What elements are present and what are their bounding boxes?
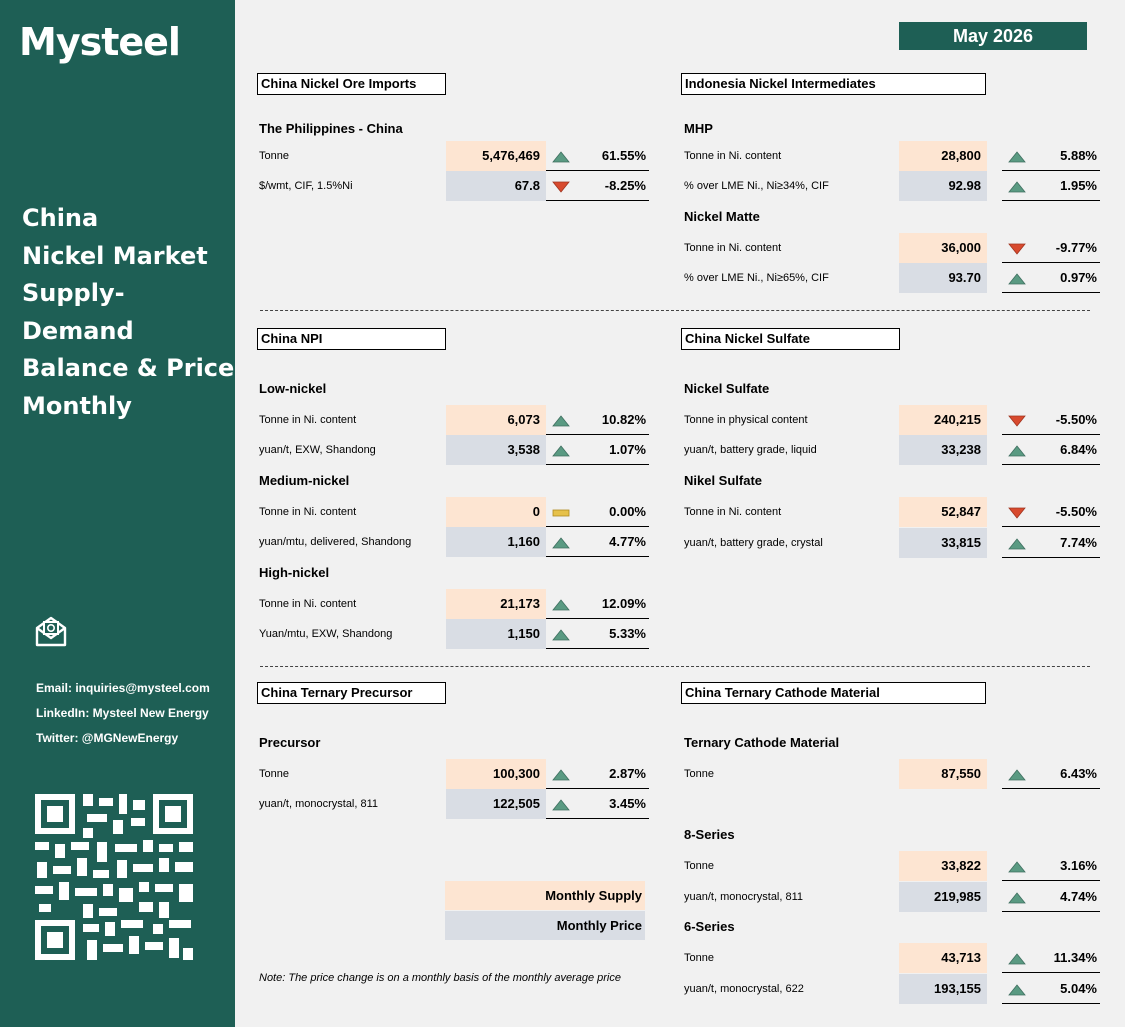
section-title-ore: China Nickel Ore Imports: [257, 73, 446, 95]
triangle-down-icon: [1008, 414, 1026, 432]
triangle-down-icon: [1008, 242, 1026, 260]
section-title-sulfate: China Nickel Sulfate: [681, 328, 900, 350]
change-cell: [546, 171, 649, 201]
group-title: 6-Series: [684, 919, 735, 934]
change-percent: 5.04%: [1060, 981, 1097, 996]
row-label: yuan/t, EXW, Shandong: [259, 444, 376, 456]
group-title: Nickel Matte: [684, 209, 760, 224]
data-row: [259, 497, 649, 527]
data-row: [684, 882, 1097, 912]
row-label: yuan/t, monocrystal, 622: [684, 983, 804, 995]
headline-line: China: [22, 204, 99, 232]
report-body: [235, 0, 1125, 1027]
data-row: [684, 141, 1097, 171]
row-value: 28,800: [899, 141, 987, 171]
row-label: Tonne in Ni. content: [684, 150, 782, 162]
triangle-up-icon: [552, 444, 570, 462]
row-label: Tonne: [684, 860, 714, 872]
change-percent: 0.97%: [1060, 270, 1097, 285]
row-label: Tonne in Ni. content: [259, 598, 357, 610]
mysteel-logo: Mysteel: [19, 20, 180, 64]
report-headline: [22, 200, 235, 425]
change-cell: [1002, 974, 1100, 1004]
row-label: Tonne in Ni. content: [684, 242, 782, 254]
change-percent: 1.07%: [609, 442, 646, 457]
data-row: [684, 405, 1097, 435]
change-percent: 5.88%: [1060, 148, 1097, 163]
triangle-up-icon: [1008, 983, 1026, 1001]
row-label: Tonne: [684, 768, 714, 780]
change-cell: [546, 789, 649, 819]
row-label: yuan/mtu, delivered, Shandong: [259, 536, 412, 548]
data-row: [259, 141, 649, 171]
group-title: Low-nickel: [259, 381, 327, 396]
change-cell: [1002, 759, 1100, 789]
row-value: 33,822: [899, 851, 987, 881]
contact-email[interactable]: Email: inquiries@mysteel.com: [36, 681, 210, 695]
row-value: 87,550: [899, 759, 987, 789]
row-value: 219,985: [899, 882, 987, 912]
change-percent: -5.50%: [1055, 412, 1097, 427]
row-label: % over LME Ni., Ni≥34%, CIF: [684, 180, 829, 192]
contact-list: [36, 676, 210, 751]
triangle-up-icon: [1008, 180, 1026, 198]
headline-line: Supply-Demand: [22, 279, 134, 345]
row-value: 52,847: [899, 497, 987, 527]
triangle-up-icon: [1008, 891, 1026, 909]
group-title: Medium-nickel: [259, 473, 350, 488]
data-row: [684, 528, 1097, 558]
change-percent: 3.16%: [1060, 858, 1097, 873]
section-title-cathode: China Ternary Cathode Material: [681, 682, 986, 704]
change-cell: [546, 405, 649, 435]
row-label: yuan/t, monocrystal, 811: [259, 798, 379, 810]
data-row: [684, 759, 1097, 789]
footnote: Note: The price change is on a monthly basis of the monthly average price: [259, 972, 621, 984]
data-row: [259, 527, 649, 557]
change-percent: 7.74%: [1060, 535, 1097, 550]
row-label: yuan/t, battery grade, liquid: [684, 444, 817, 456]
section-divider: [260, 666, 1090, 667]
triangle-up-icon: [552, 768, 570, 786]
row-value: 21,173: [446, 589, 546, 619]
change-percent: 6.84%: [1060, 442, 1097, 457]
change-cell: [546, 759, 649, 789]
change-cell: [546, 589, 649, 619]
row-value: 67.8: [446, 171, 546, 201]
sidebar: [0, 0, 235, 1027]
flat-dash-icon: [552, 506, 570, 524]
data-row: [259, 171, 649, 201]
change-cell: [1002, 141, 1100, 171]
triangle-up-icon: [1008, 272, 1026, 290]
row-value: 240,215: [899, 405, 987, 435]
headline-line: Nickel Market: [22, 241, 208, 270]
data-row: [259, 759, 649, 789]
change-cell: [546, 527, 649, 557]
change-percent: 11.34%: [1053, 950, 1097, 965]
contact-twitter[interactable]: Twitter: @MGNewEnergy: [36, 731, 179, 745]
triangle-up-icon: [552, 598, 570, 616]
triangle-up-icon: [1008, 768, 1026, 786]
report-date: May 2026: [899, 22, 1087, 50]
row-value: 100,300: [446, 759, 546, 789]
change-cell: [546, 141, 649, 171]
section-divider: [260, 310, 1090, 311]
change-cell: [1002, 171, 1100, 201]
row-label: yuan/t, monocrystal, 811: [684, 891, 804, 903]
data-row: [684, 851, 1097, 881]
row-value: 43,713: [899, 943, 987, 973]
row-label: yuan/t, battery grade, crystal: [684, 537, 823, 549]
qr-code-icon: [33, 792, 195, 962]
change-percent: 2.87%: [609, 766, 646, 781]
group-title: The Philippines - China: [259, 121, 403, 136]
triangle-up-icon: [1008, 860, 1026, 878]
change-percent: 5.33%: [609, 626, 646, 641]
data-row: [684, 974, 1097, 1004]
change-cell: [546, 435, 649, 465]
row-value: 33,815: [899, 528, 987, 558]
row-label: Tonne in physical content: [684, 414, 808, 426]
triangle-up-icon: [1008, 444, 1026, 462]
data-row: [259, 619, 649, 649]
row-value: 122,505: [446, 789, 546, 819]
change-cell: [1002, 405, 1100, 435]
data-row: [259, 435, 649, 465]
data-row: [259, 789, 649, 819]
legend-price: Monthly Price: [445, 911, 645, 940]
change-cell: [1002, 263, 1100, 293]
row-label: % over LME Ni., Ni≥65%, CIF: [684, 272, 829, 284]
triangle-up-icon: [552, 414, 570, 432]
group-title: MHP: [684, 121, 713, 136]
row-value: 1,150: [446, 619, 546, 649]
change-cell: [546, 619, 649, 649]
row-value: 93.70: [899, 263, 987, 293]
change-percent: 12.09%: [601, 596, 646, 611]
row-value: 193,155: [899, 974, 987, 1004]
row-value: 3,538: [446, 435, 546, 465]
group-title: High-nickel: [259, 565, 330, 580]
data-row: [684, 171, 1097, 201]
row-label: Tonne: [259, 768, 289, 780]
change-percent: -8.25%: [604, 178, 646, 193]
data-row: [684, 263, 1097, 293]
change-percent: 4.77%: [609, 534, 646, 549]
change-cell: [1002, 882, 1100, 912]
legend-supply: Monthly Supply: [445, 881, 645, 910]
triangle-up-icon: [552, 536, 570, 554]
headline-line: Balance & Price: [22, 354, 235, 382]
group-title: Nikel Sulfate: [684, 473, 763, 488]
row-label: $/wmt, CIF, 1.5%Ni: [259, 180, 353, 192]
row-value: 92.98: [899, 171, 987, 201]
change-percent: 0.00%: [609, 504, 646, 519]
section-title-npi: China NPI: [257, 328, 446, 350]
triangle-up-icon: [552, 628, 570, 646]
row-value: 1,160: [446, 527, 546, 557]
data-row: [684, 497, 1097, 527]
data-row: [684, 943, 1097, 973]
triangle-up-icon: [1008, 952, 1026, 970]
change-percent: -9.77%: [1055, 240, 1097, 255]
row-label: Tonne in Ni. content: [259, 414, 357, 426]
change-cell: [1002, 233, 1100, 263]
data-row: [259, 589, 649, 619]
section-title-precursor: China Ternary Precursor: [257, 682, 446, 704]
triangle-up-icon: [552, 798, 570, 816]
group-title: 8-Series: [684, 827, 735, 842]
triangle-up-icon: [1008, 150, 1026, 168]
group-title: Precursor: [259, 735, 321, 750]
change-percent: 1.95%: [1060, 178, 1097, 193]
change-cell: [1002, 943, 1100, 973]
triangle-up-icon: [552, 150, 570, 168]
row-label: Tonne in Ni. content: [259, 506, 357, 518]
group-title: Nickel Sulfate: [684, 381, 770, 396]
change-percent: 4.74%: [1060, 889, 1097, 904]
mail-open-icon: [34, 614, 68, 648]
triangle-up-icon: [1008, 537, 1026, 555]
row-label: Tonne in Ni. content: [684, 506, 782, 518]
change-percent: -5.50%: [1055, 504, 1097, 519]
change-cell: [1002, 435, 1100, 465]
contact-linkedin[interactable]: LinkedIn: Mysteel New Energy: [36, 706, 209, 720]
change-cell: [546, 497, 649, 527]
row-label: Tonne: [259, 150, 289, 162]
section-title-indonesia: Indonesia Nickel Intermediates: [681, 73, 986, 95]
data-row: [259, 405, 649, 435]
change-percent: 61.55%: [601, 148, 646, 163]
change-cell: [1002, 528, 1100, 558]
row-label: Yuan/mtu, EXW, Shandong: [259, 628, 393, 640]
row-value: 6,073: [446, 405, 546, 435]
change-cell: [1002, 851, 1100, 881]
triangle-down-icon: [552, 180, 570, 198]
triangle-down-icon: [1008, 506, 1026, 524]
change-cell: [1002, 497, 1100, 527]
row-label: Tonne: [684, 952, 714, 964]
group-title: Ternary Cathode Material: [684, 735, 840, 750]
change-percent: 6.43%: [1060, 766, 1097, 781]
headline-line: Monthly: [22, 391, 132, 420]
change-percent: 10.82%: [601, 412, 646, 427]
data-row: [684, 233, 1097, 263]
change-percent: 3.45%: [609, 796, 646, 811]
row-value: 0: [446, 497, 546, 527]
data-row: [684, 435, 1097, 465]
row-value: 5,476,469: [446, 141, 546, 171]
row-value: 33,238: [899, 435, 987, 465]
row-value: 36,000: [899, 233, 987, 263]
